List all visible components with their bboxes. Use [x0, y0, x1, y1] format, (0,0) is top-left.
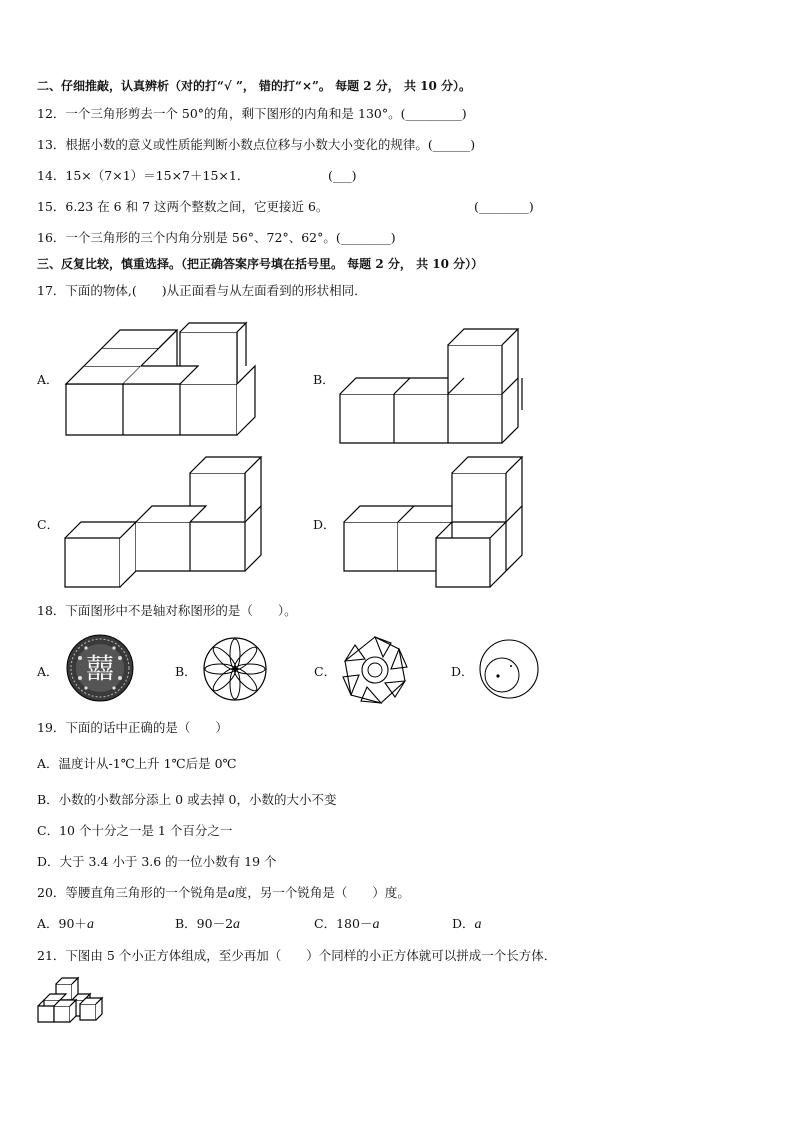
- q18-option-b-figure: [202, 636, 268, 702]
- question-12: 12．一个三角形剪去一个 50°的角，剩下图形的内角和是 130°。(_________): [37, 106, 467, 121]
- q21-cubes-figure: [36, 976, 106, 1030]
- question-19: 19．下面的话中正确的是（ ）: [37, 720, 228, 735]
- section2-heading: 二、仔细推敲，认真辨析（对的打“√ ”， 错的打“×”。 每题 2 分， 共 10 分）。: [37, 79, 472, 93]
- question-17: 17．下面的物体,( )从正面看与从左面看到的形状相同．: [37, 283, 367, 298]
- question-15: 15．6.23 在 6 和 7 这两个整数之间，它更接近 6。: [37, 199, 329, 214]
- q20-option-a: A．90＋a: [37, 916, 94, 932]
- q19-option-c: C．10 个十分之一是 1 个百分之一: [37, 823, 233, 838]
- q18-option-c-figure: [339, 635, 411, 705]
- question-16: 16．一个三角形的三个内角分别是 56°、72°、62°。(________): [37, 230, 396, 245]
- q17-option-a-figure: [60, 318, 260, 443]
- q18-option-d-figure: [478, 638, 542, 700]
- q20-option-d: D．a: [452, 916, 482, 932]
- q20-option-b: B．90－2a: [175, 916, 241, 932]
- q17-option-b-label: B．: [313, 372, 335, 387]
- q17-option-d-figure: [340, 455, 540, 590]
- q18-option-a-figure: [66, 634, 136, 704]
- section3-heading: 三、反复比较，慎重选择。（把正确答案序号填在括号里。 每题 2 分， 共 10 分））: [37, 257, 484, 271]
- q20-text-pre: 20．等腰直角三角形的一个锐角是: [37, 885, 228, 900]
- question-14: 14．15×（7×1）＝15×7＋15×1．: [37, 168, 250, 183]
- q19-option-d: D．大于 3.4 小于 3.6 的一位小数有 19 个: [37, 854, 277, 869]
- q18-option-b-label: B．: [175, 664, 197, 679]
- q17-option-c-label: C．: [37, 517, 60, 532]
- q18-option-d-label: D．: [451, 664, 474, 679]
- q17-option-d-label: D．: [313, 517, 336, 532]
- question-20: [37, 885, 410, 902]
- q20-variable: a: [227, 886, 235, 901]
- q17-option-c-figure: [60, 455, 270, 590]
- q20-text-post: 度，另一个锐角是（ ）度。: [234, 885, 410, 900]
- q20-option-c: C．180－a: [314, 916, 380, 932]
- question-18: 18．下面图形中不是轴对称图形的是（ ）。: [37, 603, 297, 618]
- question-13: 13．根据小数的意义或性质能判断小数点位移与小数大小变化的规律。(______): [37, 137, 476, 152]
- q19-option-b: B．小数的小数部分添上 0 或去掉 0，小数的大小不变: [37, 792, 337, 807]
- question-21: 21．下图由 5 个小正方体组成，至少再加（ ）个同样的小正方体就可以拼成一个长方体．: [37, 948, 557, 963]
- question-14-blank: (___): [328, 168, 357, 183]
- question-15-blank: (________): [474, 199, 534, 214]
- q18-option-a-label: A．: [37, 664, 59, 679]
- double-happiness-glyph: 囍: [85, 652, 115, 685]
- q17-option-b-figure: [336, 310, 546, 445]
- q17-option-a-label: A．: [37, 372, 59, 387]
- q19-option-a: A．温度计从-1℃上升 1℃后是 0℃: [37, 756, 237, 771]
- q18-option-c-label: C．: [314, 664, 337, 679]
